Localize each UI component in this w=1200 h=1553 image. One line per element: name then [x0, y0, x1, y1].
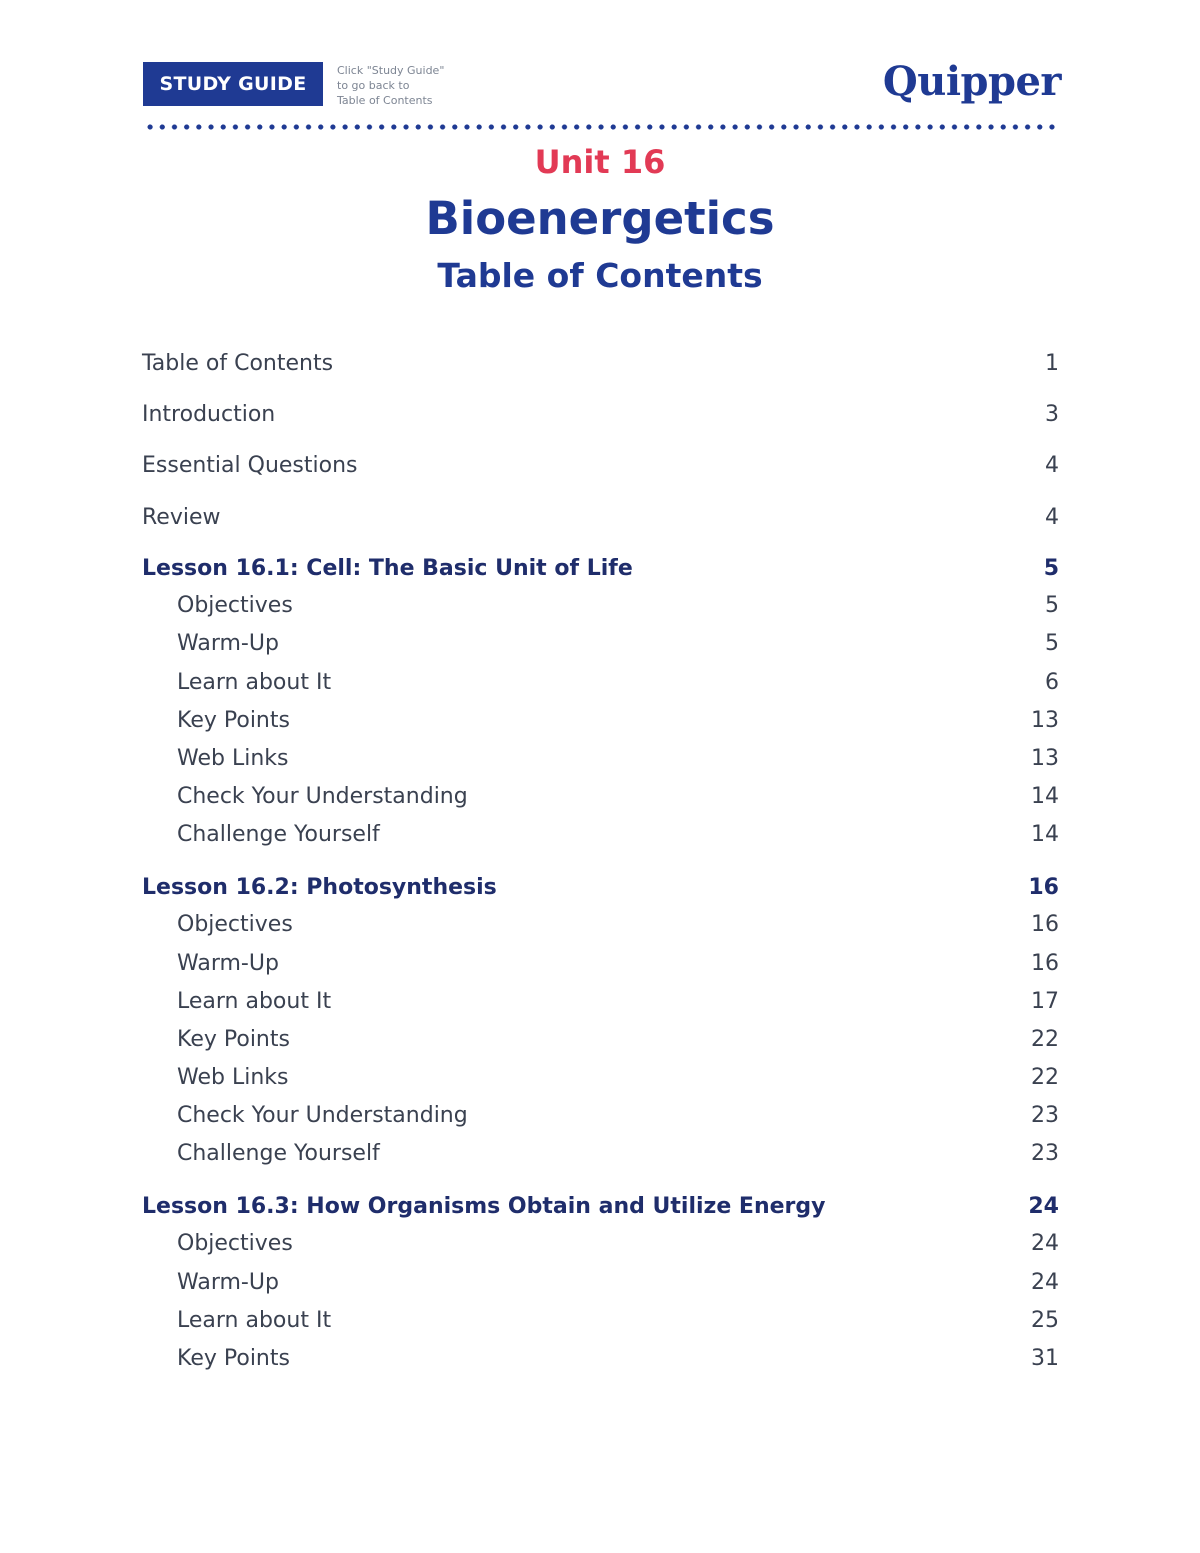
dotted-divider — [144, 124, 1061, 130]
study-guide-hint — [337, 63, 497, 108]
toc-entry-page: 4 — [1045, 452, 1059, 478]
toc-entry-label: Check Your Understanding — [177, 1102, 468, 1128]
toc-subentry[interactable] — [177, 1100, 1059, 1130]
toc-entry-page: 24 — [1031, 1230, 1059, 1256]
toc-entry-page: 24 — [1031, 1269, 1059, 1295]
toc-entry-label: Introduction — [142, 401, 276, 427]
toc-entry-page: 16 — [1028, 874, 1059, 900]
toc-subentry[interactable] — [177, 819, 1059, 849]
toc-entry[interactable] — [142, 399, 1059, 429]
toc-lesson-entry[interactable] — [142, 1191, 1059, 1221]
toc-entry-label: Essential Questions — [142, 452, 358, 478]
toc-entry-page: 16 — [1031, 950, 1059, 976]
toc-subentry[interactable] — [177, 1024, 1059, 1054]
page-title: Bioenergetics — [425, 192, 775, 245]
toc-subentry[interactable] — [177, 781, 1059, 811]
toc-subentry[interactable] — [177, 948, 1059, 978]
toc-entry[interactable] — [142, 348, 1059, 378]
unit-label: Unit 16 — [534, 143, 666, 181]
toc-entry-label: Objectives — [177, 592, 293, 618]
hint-line: Click "Study Guide" — [337, 64, 445, 77]
toc-entry-page: 4 — [1045, 504, 1059, 530]
toc-subentry[interactable] — [177, 1062, 1059, 1092]
toc-entry-page: 31 — [1031, 1345, 1059, 1371]
toc-heading: Table of Contents — [437, 256, 763, 295]
toc-entry[interactable] — [142, 502, 1059, 532]
hint-line: to go back to — [337, 79, 410, 92]
toc-entry-label: Objectives — [177, 1230, 293, 1256]
toc-subentry[interactable] — [177, 705, 1059, 735]
toc-entry-label: Lesson 16.1: Cell: The Basic Unit of Life — [142, 555, 633, 581]
toc-entry-label: Web Links — [177, 745, 289, 771]
toc-entry[interactable] — [142, 450, 1059, 480]
toc-subentry[interactable] — [177, 986, 1059, 1016]
toc-entry-page: 22 — [1031, 1064, 1059, 1090]
toc-entry-label: Check Your Understanding — [177, 783, 468, 809]
toc-entry-page: 6 — [1045, 669, 1059, 695]
toc-entry-label: Challenge Yourself — [177, 1140, 380, 1166]
toc-subentry[interactable] — [177, 628, 1059, 658]
toc-entry-label: Table of Contents — [142, 350, 334, 376]
toc-entry-page: 5 — [1045, 630, 1059, 656]
page-header — [143, 60, 1061, 110]
toc-entry-page: 3 — [1045, 401, 1059, 427]
toc-lesson-entry[interactable] — [142, 872, 1059, 902]
hint-line: Table of Contents — [337, 94, 433, 107]
toc-subentry[interactable] — [177, 743, 1059, 773]
toc-entry-label: Key Points — [177, 707, 290, 733]
toc-entry-label: Lesson 16.3: How Organisms Obtain and Utilize Energy — [142, 1193, 826, 1219]
toc-subentry[interactable] — [177, 1267, 1059, 1297]
toc-entry-label: Challenge Yourself — [177, 821, 380, 847]
toc-entry-page: 23 — [1031, 1102, 1059, 1128]
toc-subentry[interactable] — [177, 909, 1059, 939]
toc-entry-label: Web Links — [177, 1064, 289, 1090]
toc-entry-page: 23 — [1031, 1140, 1059, 1166]
toc-entry-page: 16 — [1031, 911, 1059, 937]
toc-entry-page: 13 — [1031, 707, 1059, 733]
toc-subentry[interactable] — [177, 590, 1059, 620]
quipper-logo: Quipper — [882, 58, 1061, 105]
toc-subentry[interactable] — [177, 667, 1059, 697]
toc-entry-page: 5 — [1045, 592, 1059, 618]
toc-entry-page: 25 — [1031, 1307, 1059, 1333]
toc-entry-page: 13 — [1031, 745, 1059, 771]
toc-entry-page: 5 — [1043, 555, 1059, 581]
toc-entry-label: Warm-Up — [177, 1269, 279, 1295]
study-guide-button[interactable]: STUDY GUIDE — [143, 62, 323, 106]
toc-subentry[interactable] — [177, 1305, 1059, 1335]
toc-subentry[interactable] — [177, 1228, 1059, 1258]
toc-entry-label: Review — [142, 504, 221, 530]
toc-entry-page: 17 — [1031, 988, 1059, 1014]
toc-entry-page: 24 — [1028, 1193, 1059, 1219]
toc-entry-page: 22 — [1031, 1026, 1059, 1052]
toc-entry-label: Learn about It — [177, 669, 332, 695]
toc-entry-label: Warm-Up — [177, 950, 279, 976]
toc-entry-page: 14 — [1031, 783, 1059, 809]
toc-entry-page: 1 — [1045, 350, 1059, 376]
toc-entry-page: 14 — [1031, 821, 1059, 847]
toc-entry-label: Learn about It — [177, 988, 332, 1014]
toc-subentry[interactable] — [177, 1138, 1059, 1168]
toc-entry-label: Objectives — [177, 911, 293, 937]
toc-entry-label: Key Points — [177, 1026, 290, 1052]
toc-entry-label: Warm-Up — [177, 630, 279, 656]
toc-subentry[interactable] — [177, 1343, 1059, 1373]
toc-entry-label: Lesson 16.2: Photosynthesis — [142, 874, 497, 900]
toc-entry-label: Key Points — [177, 1345, 290, 1371]
toc-lesson-entry[interactable] — [142, 553, 1059, 583]
toc-entry-label: Learn about It — [177, 1307, 332, 1333]
